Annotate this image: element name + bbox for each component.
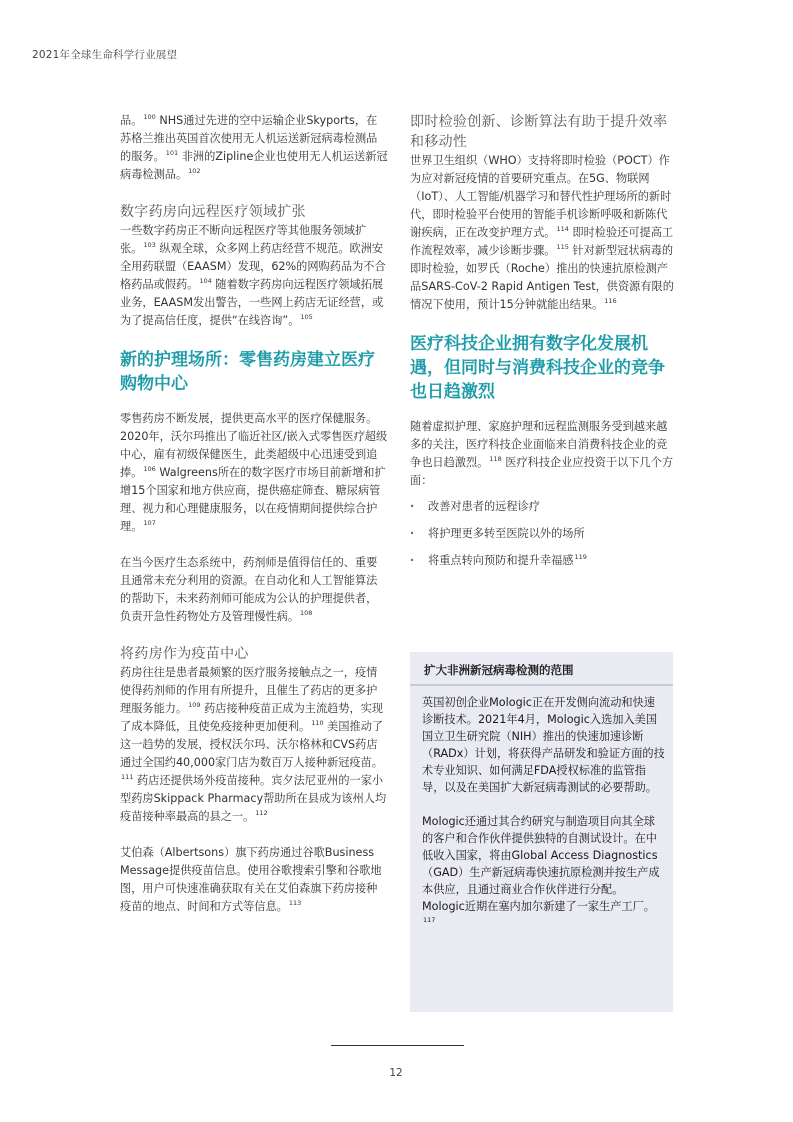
list-item: · 改善对患者的远程诊疗 — [410, 498, 675, 516]
paragraph: 艾伯森（Albertsons）旗下药房通过谷歌Business Message提供疫苗信息。使用谷歌搜索引擎和谷歌地图，用户可快速准确获取有关在艾伯森旗下药房接种疫苗的地点、时间和方式等信息。$^{113}$ — [120, 846, 382, 913]
subheading-poct: 即时检验创新、诊断算法有助于提升效率和移动性 — [410, 114, 668, 150]
paragraph: 世界卫生组织（WHO）支持将即时检验（POCT）作为应对新冠疫情的首要研究重点。在5G、物联网（IoT）、人工智能/机器学习和替代性护理场所的新时代，即时检验平台使用的智能手机诊断呼吸和新陈代谢疾病，正在改变护理方式。$^{114}$ 即时检验还可提高工作流程效率，减少诊断步骤。$^{115}$ 针对新型冠状病毒的即时检验，如罗氏（Roche）推出的快速抗原检测产品SARS-CoV-2 Rapid Antigen Test，供资源有限的情况下使用，预计15分钟就能出结果。$^{116}$ — [410, 154, 674, 311]
section-heading-medtech: 医疗科技企业拥有数字化发展机遇，但同时与消费科技企业的竞争也日趋激烈 — [410, 334, 665, 402]
callout-title: 扩大非洲新冠病毒检测的范围 — [424, 663, 574, 677]
section-heading-retail-pharmacy: 新的护理场所：零售药房建立医疗购物中心 — [120, 350, 375, 394]
paragraph: 品。$^{100}$ NHS通过先进的空中运输企业Skyports，在苏格兰推出英国首次使用无人机运送新冠病毒检测品的服务。$^{101}$ 非洲的Zipline企业也使用无人机运送新冠病毒检测品。$^{102}$ — [120, 113, 388, 181]
paragraph: 在当今医疗生态系统中，药剂师是值得信任的、重要且通常未充分利用的资源。在自动化和人工智能算法的帮助下，未来药剂师可能成为公认的护理提供者，负责开急性药物处方及管理慢性病。$^{108}$ — [120, 556, 378, 623]
page-number: 12 — [389, 1067, 403, 1079]
paragraph: 英国初创企业Mologic正在开发侧向流动和快速诊断技术。2021年4月，Mologic入选加入美国国立卫生研究院（NIH）推出的快速加速诊断（RADx）计划，将获得产品研发和验证方面的技术专业知识、如何满足FDA授权标准的监管指导，以及在美国扩大新冠病毒测试的必要帮助。 — [422, 696, 665, 794]
document-header: 2021年全球生命科学行业展望 — [32, 49, 178, 61]
callout-box — [410, 652, 673, 1012]
subheading-vaccine-center: 将药房作为疫苗中心 — [120, 646, 249, 662]
paragraph: 随着虚拟护理、家庭护理和远程监测服务受到越来越多的关注，医疗科技企业面临来自消费科技企业的竞争也日趋激烈。$^{118}$ 医疗科技企业应投资于以下几个方面： — [410, 420, 674, 487]
bullet-list — [410, 498, 675, 570]
left-column — [120, 112, 388, 934]
list-item: · 将护理更多转至医院以外的场所 — [410, 525, 675, 543]
callout-divider — [410, 684, 673, 686]
footer-divider — [331, 1045, 464, 1046]
callout-body — [422, 694, 666, 949]
paragraph: 零售药房不断发展，提供更高水平的医疗保健服务。2020年，沃尔玛推出了临近社区/嵌入式零售医疗超级中心，雇有初级保健医生，此类超级中心迅速受到追捧。$^{106}$ Walgreens所在的数字医疗市场目前新增和扩增15个国家和地方供应商，提供癌症筛查、糖尿病管理、视力和心理健康服务，以在疫情期间提供综合护理。$^{107}$ — [120, 412, 388, 533]
paragraph: 一些数字药房正不断向远程医疗等其他服务领域扩张。$^{103}$ 纵观全球，众多网上药店经营不规范。欧洲安全用药联盟（EAASM）发现，62%的网购药品为不合格药品或假药。$^{104}$ 随着数字药房向远程医疗领域拓展业务，EAASM发出警告，一些网上药店无证经营，或为了提高信任度，提供“在线咨询”。$^{105}$ — [120, 224, 386, 327]
list-item: · 将重点转向预防和提升幸福感$^{119}$ — [410, 552, 675, 570]
subheading-digital-pharmacy: 数字药房向远程医疗领域扩张 — [120, 204, 306, 220]
paragraph: 药房往往是患者最频繁的医疗服务接触点之一，疫情使得药剂师的作用有所提升，且催生了药店的更多护理服务能力。$^{109}$ 药店接种疫苗正成为主流趋势，实现了成本降低，且使免疫接种更加便利。$^{110}$ 美国推动了这一趋势的发展，授权沃尔玛、沃尔格林和CVS药店通过全国约40,000家门店为数百万人接种新冠疫苗。$^{111}$ 药店还提供场外疫苗接种。宾夕法尼亚州的一家小型药房Skippack Pharmacy帮助所在县成为该州人均疫苗接种率最高的县之一。$^{112}$ — [120, 666, 387, 823]
paragraph: Mologic还通过其合约研究与制造项目向其全球的客户和合作伙伴提供独特的自测试设计。在中低收入国家，将由Global Access Diagnostics（GAD）生产新冠病毒快速抗原检测并按生产成本供应，且通过商业合作伙伴进行分配。Mologic近期在塞内加尔新建了一家生产工厂。$^{117}$ — [422, 815, 660, 925]
right-column — [410, 112, 675, 579]
